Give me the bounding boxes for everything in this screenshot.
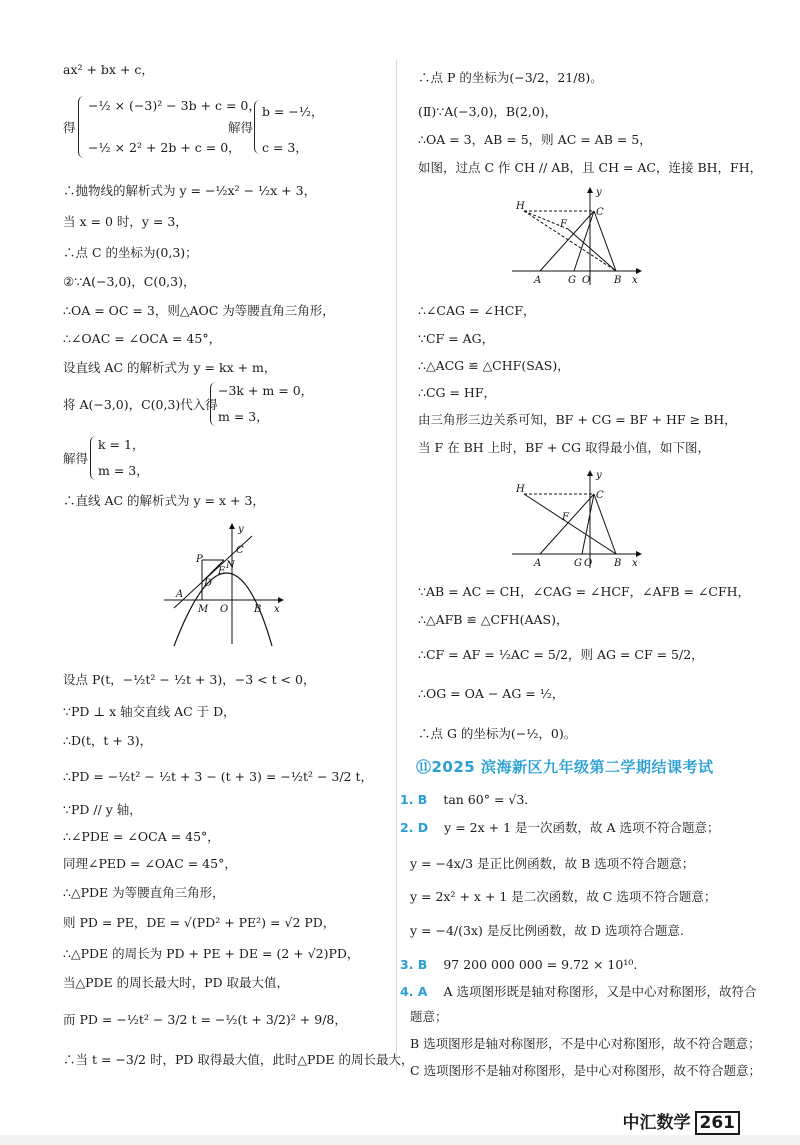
parabola-figure	[160, 520, 290, 648]
label-c: C	[236, 545, 244, 556]
label-e: E	[218, 566, 226, 577]
text-line: B 选项图形是轴对称图形，不是中心对称图形，故不符合题意；	[410, 1036, 761, 1051]
label-p: P	[196, 554, 203, 565]
text-line: (Ⅱ)∵A(−3,0)，B(2,0)，	[418, 104, 558, 119]
text-line: ∴∠OAC = ∠OCA = 45°，	[63, 331, 222, 346]
text-line: 而 PD = −½t² − 3/2 t = −½(t + 3/2)² + 9/8，	[63, 1012, 347, 1027]
answer-row	[400, 984, 756, 1000]
equation: k = 1，	[98, 437, 145, 452]
text-line: 得	[63, 120, 76, 135]
answer-text: y = 2x + 1 是一次函数，故 A 选项不符合题意；	[444, 820, 720, 835]
equation: −3k + m = 0，	[218, 383, 314, 398]
equation: m = 3，	[98, 463, 149, 478]
text-line: ∴点 C 的坐标为(0,3)；	[63, 245, 198, 260]
label-x: x	[632, 558, 638, 569]
text-line: ∴∠CAG = ∠HCF，	[418, 303, 536, 318]
text-line: ∵PD ⊥ x 轴交直线 AC 于 D，	[63, 704, 236, 719]
text-line: ∴△PDE 为等腰直角三角形，	[63, 885, 225, 900]
text-line: ∴直线 AC 的解析式为 y = x + 3，	[63, 493, 265, 508]
text-line: 当 x = 0 时，y = 3，	[63, 214, 188, 229]
equation: c = 3，	[262, 140, 308, 155]
label-c: C	[596, 207, 604, 218]
text-line: 将 A(−3,0)，C(0,3)代入得	[63, 397, 218, 412]
label-o: O	[582, 275, 591, 286]
text-line: 解得	[228, 120, 254, 135]
text-line: ②∵A(−3,0)，C(0,3)，	[63, 274, 196, 289]
text-line: ∴OA = 3，AB = 5，则 AC = AB = 5，	[418, 132, 652, 147]
question-number: 4. A	[400, 984, 428, 999]
page-footer	[623, 1108, 741, 1133]
label-g: G	[574, 558, 582, 569]
label-b: B	[254, 604, 262, 615]
text-line: ∴D(t，t + 3)，	[63, 733, 153, 748]
equation: m = 3，	[218, 409, 269, 424]
label-y: y	[596, 470, 602, 481]
text-line: 设点 P(t，−½t² − ½t + 3)，−3 < t < 0，	[63, 672, 316, 687]
text-line: 则 PD = PE，DE = √(PD² + PE²) = √2 PD，	[63, 915, 336, 930]
label-m: M	[198, 604, 209, 615]
footer-label: 中汇数学	[622, 1113, 691, 1133]
text-line: 如图，过点 C 作 CH // AB，且 CH = AC，连接 BH，FH，	[418, 160, 763, 175]
text-line: ∵PD // y 轴，	[63, 802, 142, 817]
label-c: C	[596, 490, 604, 501]
text-line: 同理∠PED = ∠OAC = 45°，	[63, 856, 237, 871]
answer-row	[400, 957, 637, 973]
label-y: y	[596, 187, 602, 198]
label-b: B	[614, 558, 622, 569]
label-h: H	[516, 484, 525, 495]
column-divider	[396, 60, 397, 1070]
text-line: ∴OG = OA − AG = ½，	[418, 686, 565, 701]
brace	[78, 96, 85, 158]
answer-text: A 选项图形既是轴对称图形，又是中心对称图形，故符合	[443, 984, 757, 999]
brace	[90, 436, 97, 480]
text-line: ∵AB = AC = CH，∠CAG = ∠HCF，∠AFB = ∠CFH，	[418, 584, 751, 599]
label-d: D	[204, 578, 213, 589]
label-x: x	[632, 275, 638, 286]
label-b: B	[614, 275, 622, 286]
answer-row	[400, 820, 719, 836]
geometry-figure-2	[510, 468, 650, 573]
label-o: O	[584, 558, 593, 569]
question-number: 1. B	[400, 792, 428, 807]
text-line: C 选项图形不是轴对称图形，是中心对称图形，故不符合题意；	[410, 1063, 762, 1078]
text-line: y = −4/(3x) 是反比例函数，故 D 选项符合题意.	[410, 923, 684, 938]
bottom-edge	[0, 1135, 800, 1145]
label-f: F	[560, 219, 567, 230]
label-a: A	[534, 275, 542, 286]
text-line: ax² + bx + c，	[63, 62, 154, 77]
text-line: 由三角形三边关系可知，BF + CG = BF + HF ≥ BH，	[418, 412, 737, 427]
label-y: y	[238, 524, 244, 535]
text-line: ∴△ACG ≌ △CHF(SAS)，	[418, 358, 570, 373]
section-heading: ⑪2025 滨海新区九年级第二学期结课考试	[416, 758, 714, 776]
text-line: ∴点 P 的坐标为(−3/2，21/8)。	[418, 70, 603, 85]
text-line: ∴△AFB ≌ △CFH(AAS)，	[418, 612, 569, 627]
text-line: ∴点 G 的坐标为(−½，0)。	[418, 726, 577, 741]
answer-text: 97 200 000 000 = 9.72 × 10¹⁰.	[443, 957, 638, 972]
label-o: O	[220, 604, 229, 615]
label-x: x	[274, 604, 280, 615]
text-line: 当 F 在 BH 上时，BF + CG 取得最小值，如下图，	[418, 440, 710, 455]
label-a: A	[176, 589, 184, 600]
answer-row	[400, 792, 528, 808]
geometry-figure-1	[510, 185, 650, 290]
answer-text: tan 60° = √3.	[443, 792, 529, 807]
label-h: H	[516, 201, 525, 212]
label-f: F	[562, 512, 569, 523]
text-line: ∴∠PDE = ∠OCA = 45°，	[63, 829, 220, 844]
text-line: ∴△PDE 的周长为 PD + PE + DE = (2 + √2)PD，	[63, 946, 360, 961]
label-n: N	[226, 560, 235, 571]
label-g: G	[568, 275, 576, 286]
equation: −½ × (−3)² − 3b + c = 0，	[88, 98, 261, 113]
text-line: ∴抛物线的解析式为 y = −½x² − ½x + 3，	[63, 183, 317, 198]
page-number: 261	[695, 1111, 741, 1135]
label-a: A	[534, 558, 542, 569]
brace	[254, 100, 261, 154]
text-line: ∴CG = HF，	[418, 385, 496, 400]
text-line: ∴PD = −½t² − ½t + 3 − (t + 3) = −½t² − 3/2 t，	[63, 769, 374, 784]
text-line: 解得	[63, 451, 89, 466]
text-line: ∴当 t = −3/2 时，PD 取得最大值，此时△PDE 的周长最大，	[63, 1052, 414, 1067]
text-line: y = 2x² + x + 1 是二次函数，故 C 选项不符合题意；	[410, 889, 717, 904]
text-line: y = −4x/3 是正比例函数，故 B 选项不符合题意；	[410, 856, 695, 871]
text-line: 设直线 AC 的解析式为 y = kx + m，	[63, 360, 277, 375]
text-line: ∴CF = AF = ½AC = 5/2，则 AG = CF = 5/2，	[418, 647, 704, 662]
text-line: ∵CF = AG，	[418, 331, 495, 346]
text-line: ∴OA = OC = 3，则△AOC 为等腰直角三角形，	[63, 303, 335, 318]
equation: −½ × 2² + 2b + c = 0，	[88, 140, 241, 155]
brace	[210, 382, 217, 426]
text-line: 当△PDE 的周长最大时，PD 取最大值，	[63, 975, 290, 990]
question-number: 3. B	[400, 957, 428, 972]
text-line: 题意；	[410, 1009, 448, 1024]
equation: b = −½，	[262, 104, 324, 119]
question-number: 2. D	[400, 820, 429, 835]
